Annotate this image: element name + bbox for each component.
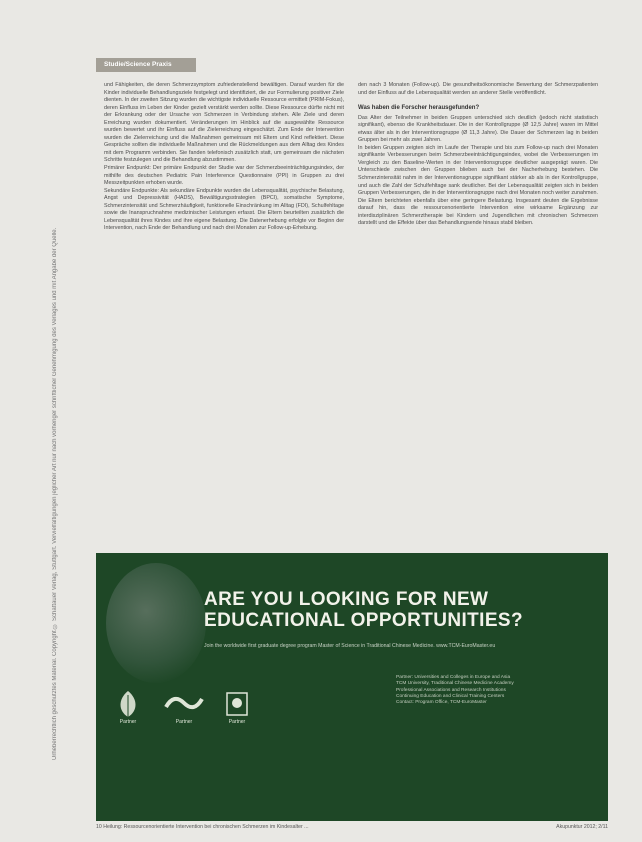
section-tag: Studie/Science Praxis — [96, 58, 196, 72]
partner-logo — [164, 689, 204, 725]
advertisement-banner[interactable] — [96, 553, 608, 821]
partner-line: Continuing Education and Clinical Training Centers — [396, 693, 505, 699]
wave-logo-icon — [164, 689, 204, 719]
ad-partner-list — [396, 675, 596, 706]
right-intro: den nach 3 Monaten (Follow-up). Die gesundheitsökonomische Bewertung der Schmerzpatienten und der Einfluss auf die Lebensqualität werden an anderer Stelle veröffentlicht. — [358, 82, 598, 96]
partner-logo — [110, 689, 146, 725]
partner-logo — [222, 689, 252, 725]
ad-headline-line2: EDUCATIONAL OPPORTUNITIES? — [204, 610, 523, 631]
page-footer — [96, 824, 608, 830]
footer-left: 10 Heilung: Ressourcenorientierte Intervention bei chronischen Schmerzen im Kindesalter ... — [96, 824, 309, 830]
copyright-sidebar: Urheberrechtlich geschütztes Material. Copyright © Schattauer Verlag, Stuttgart. Vervielfältigungen jeglicher Art nur nach vorheriger schriftlicher Genehmigung des Verlages und mit Angabe der Quelle. — [52, 227, 58, 760]
partner-line: Partner: Universities and Colleges in Europe and Asia — [396, 675, 511, 680]
left-paragraph: Sekundäre Endpunkte: Als sekundäre Endpunkte wurden die Lebensqualität, psychische Belastung, Angst und Depressivität (HADS), Bewältigungsstrategien (BPCI), somatische Symptome, Schmerzintensität und Schmerzhäufigkeit, funktionelle Einschränkung im Alltag (FDI), Schulfehltage sowie die Inanspruchnahme medizinischer Leistungen erfasst. Die Eltern beurteilten zusätzlich die Lebensqualität ihres Kindes und ihre eigene Belastung. Die Datenerhebung erfolgte vor Beginn der Intervention, nach Ende der Behandlung und nach drei Monaten zur Follow-up-Erhebung. — [104, 187, 344, 232]
right-paragraph: Das Alter der Teilnehmer in beiden Gruppen unterschied sich deutlich (jedoch nicht statistisch signifikant), ebenso die Krankheitsdauer. Die in der Kontrollgruppe (Ø 12,5 Jahre) waren im Mittel etwas älter als in der Interventionsgruppe (Ø 11,3 Jahre). Die Dauer der Schmerzen lag in beiden Gruppen bei mehr als zwei Jahren. — [358, 114, 598, 144]
ad-headline — [204, 589, 604, 631]
ad-subline[interactable]: Join the worldwide first graduate degree program Master of Science in Traditional Chinese Medicine. www.TCM-EuroMaster.eu — [204, 643, 496, 649]
ad-headline-line1: ARE YOU LOOKING FOR NEW — [204, 589, 489, 610]
partner-line: TCM University, Traditional Chinese Medicine Academy — [396, 681, 514, 687]
partner-logo-label: Partner — [119, 719, 137, 725]
partner-logo-label: Partner — [228, 719, 246, 725]
crest-logo-icon — [222, 689, 252, 719]
partner-line: Professional Associations and Research Institutions — [396, 687, 506, 693]
left-paragraph: Primärer Endpunkt: Der primäre Endpunkt der Studie war der Schmerzbeeinträchtigungsindex, der mithilfe des deutschen Pediatric Pain Interference Questionnaire (PPI) in Gruppen zu drei Messzeitpunkten erhoben wurde. — [104, 165, 344, 187]
globe-graphic — [106, 563, 206, 683]
right-column — [358, 82, 598, 548]
leaf-logo-icon — [110, 689, 146, 719]
results-heading: Was haben die Forscher herausgefunden? — [358, 105, 480, 112]
ad-logo-row — [110, 677, 380, 737]
left-paragraph: und Fähigkeiten, die deren Schmerzsymptom zufriedenstellend bewältigen. Darauf wurden für die Kinder individuelle Behandlungsziele festgelegt und identifiziert, die zur Formulierung positiver Ziele dienten. In der zweiten Sitzung wurden die wichtigste individuelle Ressource ermittelt (PRIM-Fokus), deren Einfluss im Leben der Kinder gezielt verstärkt werden sollte. Diese Ressource dürfte nicht mit der Erkrankung oder der Ursache von Schmerzen in Verbindung stehen. Alle Ziele und deren Erreichung wurden dokumentiert. Veränderungen im Hinblick auf die ausgewählte Ressource wurden bewertet und ihr Einfluss auf die Zielerreichung eingeschätzt. Zum Ende der Intervention wurden die Zielerreichung und die Maßnahmen gemeinsam mit Eltern und Kind reflektiert. Diese Gespräche sollten die individuelle Maßnahmen und die Rückmeldungen aus dem Alltag des Kindes mit dem Programm verbinden. Sie fanden telefonisch zusätzlich statt, um gemeinsam die nächsten Schritte festzulegen und die Behandlung abzustimmen. — [104, 82, 344, 164]
right-paragraph: In beiden Gruppen zeigten sich im Laufe der Therapie und bis zum Follow-up nach drei Monaten signifikante Verbesserungen beim Schmerzbeeinträchtigungsindex, wobei die Verbesserungen im Vergleich zu den Baseline-Werten in der Interventionsgruppe deutlicher ausgeprägt waren. Die Unterschiede zwischen den Gruppen blieben auch bei der Nacherhebung bestehen. Die Schmerzintensität nahm in der Interventionsgruppe signifikant stärker ab als in der Kontrollgruppe, und auch die Zahl der Schulfehltage sank deutlicher. Bei der Lebensqualität zeigten sich in beiden Gruppen Verbesserungen, die in der Interventionsgruppe nach drei Monaten noch weiter zunahmen. Die Eltern berichteten ebenfalls über eine geringere Belastung. Insgesamt deuten die Ergebnisse darauf hin, dass die ressourcenorientierte Intervention eine wirksame Ergänzung zur interdisziplinären Schmerztherapie bei Kindern und Jugendlichen mit chronischen Schmerzen darstellt und die Effekte über das Behandlungsende hinaus stabil bleiben. — [358, 144, 598, 227]
footer-right: Akupunktur 2012; 2/11 — [556, 824, 608, 830]
partner-logo-label: Partner — [175, 719, 193, 725]
left-column — [104, 82, 344, 548]
partner-line: Contact: Program Office, TCM-EuroMaster — [396, 700, 487, 706]
